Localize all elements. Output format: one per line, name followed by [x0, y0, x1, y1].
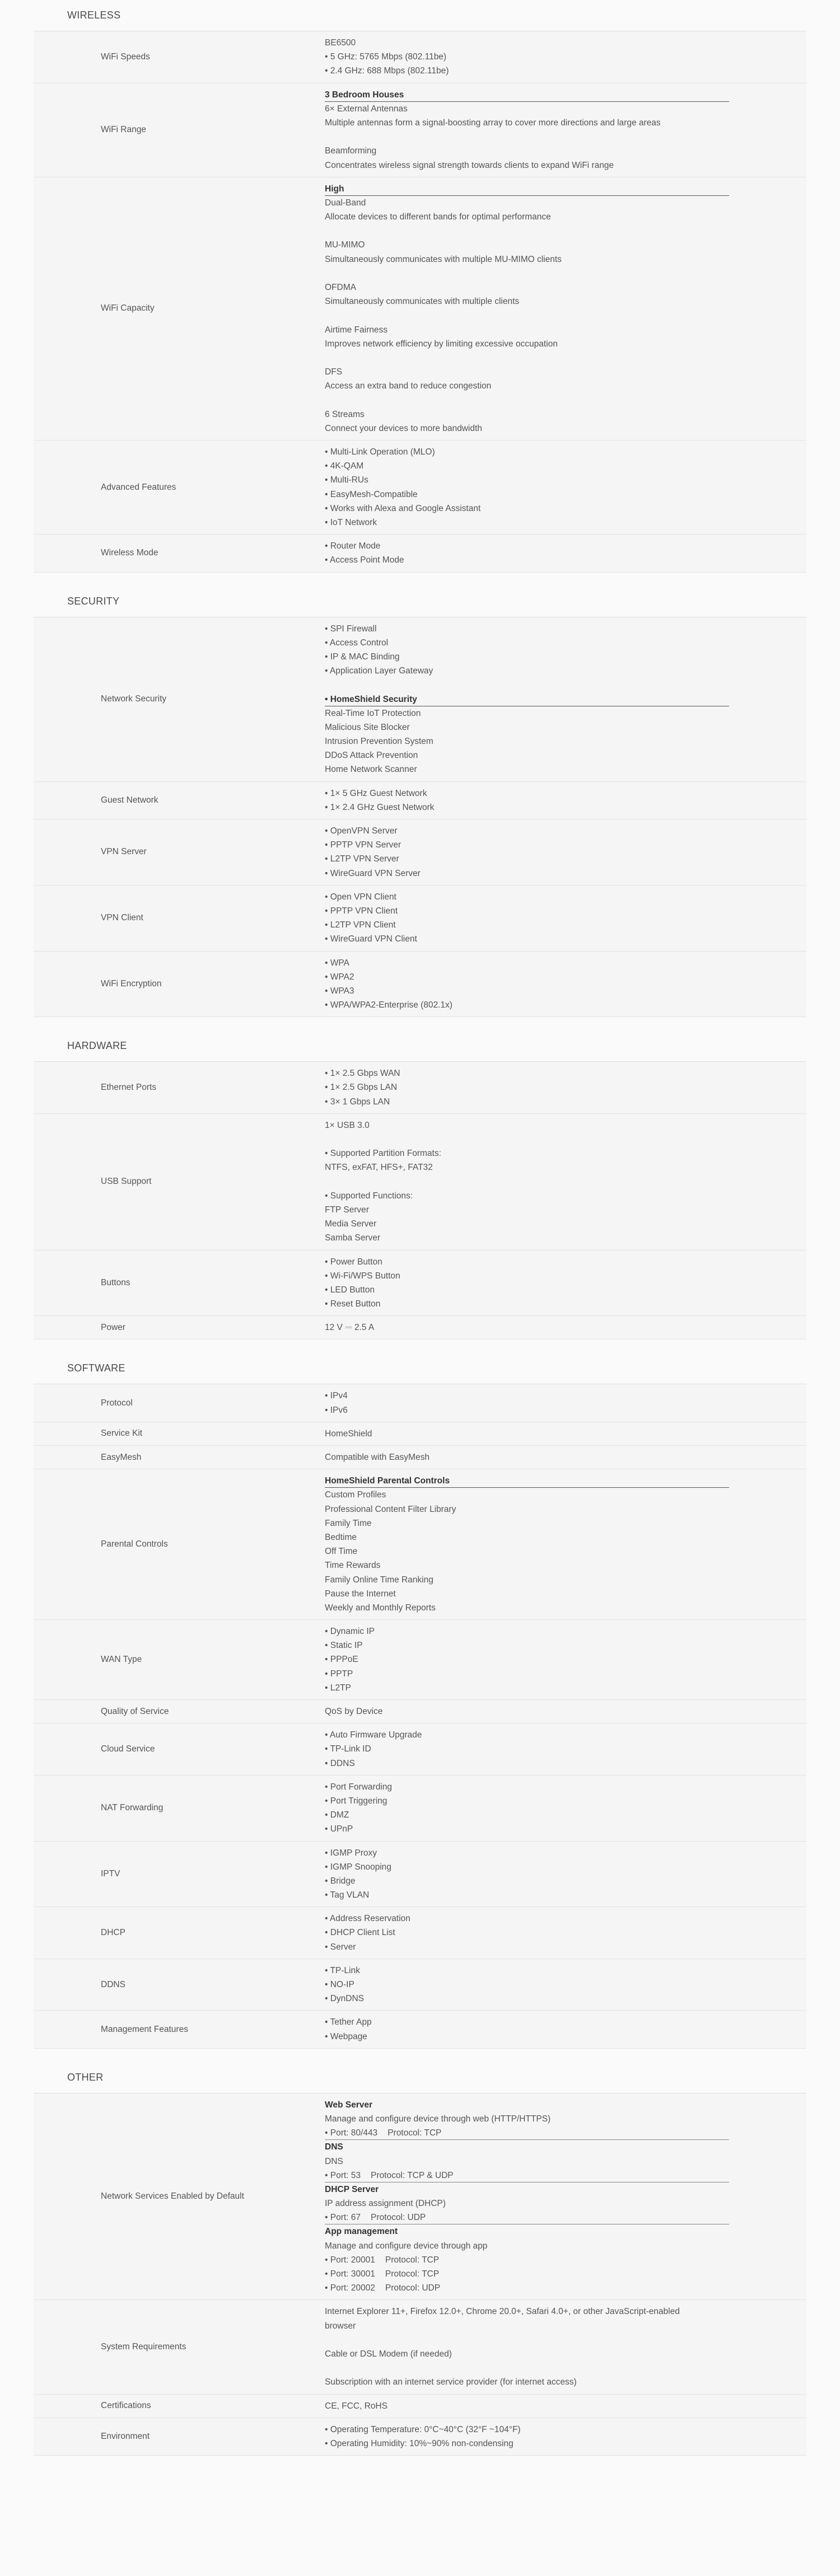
spec-line: • UPnP — [325, 1824, 353, 1834]
spec-line: • IGMP Proxy — [325, 1848, 377, 1858]
spec-label: USB Support — [101, 1177, 152, 1187]
spec-line: • Supported Partition Formats: — [325, 1149, 441, 1159]
spec-line: • 1× 2.5 Gbps LAN — [325, 1083, 398, 1093]
spec-label: IPTV — [101, 1868, 120, 1879]
spec-line: • WPA3 — [325, 986, 354, 996]
spec-row — [34, 535, 806, 572]
spec-line: Samba Server — [325, 1233, 381, 1243]
spec-line: • PPTP VPN Client — [325, 906, 398, 916]
section-title-text: SECURITY — [67, 595, 120, 607]
spec-line: Manage and configure device through app — [325, 2241, 488, 2251]
spec-line: Subscription with an internet service provider (for internet access) — [325, 2377, 577, 2387]
spec-line: Beamforming — [325, 146, 377, 156]
spec-line: • Bridge — [325, 1876, 356, 1886]
spec-line: • SPI Firewall — [325, 624, 377, 634]
spec-value — [325, 1114, 806, 1250]
spec-line: • Access Point Mode — [325, 555, 404, 565]
spacer — [325, 266, 739, 280]
spec-line: • L2TP VPN Server — [325, 854, 399, 864]
spec-line: • Reset Button — [325, 1299, 381, 1309]
spec-line: • 4K-QAM — [325, 461, 364, 471]
port-value: • Port: 67 — [325, 2213, 361, 2223]
spec-label: Network Services Enabled by Default — [101, 2191, 244, 2202]
spec-value — [325, 1907, 806, 1959]
spec-line: • Port Forwarding — [325, 1782, 392, 1792]
spec-line: • Port Triggering — [325, 1796, 388, 1806]
spec-row — [34, 2011, 806, 2048]
spec-line: 12 V ⎓ 2.5 A — [325, 1323, 375, 1333]
spec-line: Allocate devices to different bands for optimal performance — [325, 212, 551, 222]
spec-line: Real-Time IoT Protection — [325, 708, 421, 718]
spec-line: • Tag VLAN — [325, 1890, 370, 1900]
spec-line: • IGMP Snooping — [325, 1862, 391, 1872]
spec-line: • 1× 5 GHz Guest Network — [325, 788, 427, 798]
spec-row — [34, 1422, 806, 1446]
spec-label: Parental Controls — [101, 1539, 168, 1549]
spec-value — [325, 535, 806, 572]
spec-value — [325, 1446, 806, 1469]
spec-section-security — [0, 586, 840, 1018]
spec-label: Network Security — [101, 694, 167, 704]
spec-row — [34, 1776, 806, 1842]
protocol-value: Protocol: TCP & UDP — [371, 2170, 454, 2180]
spec-row — [34, 1723, 806, 1776]
spec-value — [325, 177, 806, 440]
spec-line: • 1× 2.5 Gbps WAN — [325, 1069, 400, 1079]
spec-label: DDNS — [101, 1979, 125, 1989]
section-title-text: SOFTWARE — [67, 1362, 125, 1374]
spec-line: • Access Control — [325, 638, 389, 648]
spec-line: DDoS Attack Prevention — [325, 751, 418, 761]
spec-line: 6 Streams — [325, 409, 365, 419]
spec-line: • OpenVPN Server — [325, 826, 398, 836]
spec-line: • TP-Link — [325, 1965, 360, 1975]
spec-line: Simultaneously communicates with multiple clients — [325, 297, 520, 307]
spec-value — [325, 952, 806, 1017]
spec-row — [34, 1620, 806, 1700]
port-value: • Port: 30001 — [325, 2269, 375, 2279]
spec-value — [325, 1469, 806, 1619]
spec-value — [325, 1384, 806, 1421]
spacer — [325, 1175, 739, 1189]
spec-line: • 2.4 GHz: 688 Mbps (802.11be) — [325, 66, 449, 76]
spec-line: • Power Button — [325, 1257, 382, 1267]
spec-row — [34, 83, 806, 177]
spec-section-other — [0, 2062, 840, 2456]
spec-label: Wireless Mode — [101, 548, 158, 558]
spec-line: MU-MIMO — [325, 240, 365, 250]
spec-line: Internet Explorer 11+, Firefox 12.0+, Chrome 20.0+, Safari 4.0+, or other JavaScript-enabled — [325, 2307, 680, 2317]
section-title — [34, 1353, 806, 1384]
spec-line: • DDNS — [325, 1758, 355, 1768]
service-heading: DNS — [325, 2142, 343, 2152]
spec-line: • PPTP — [325, 1669, 353, 1679]
port-line — [325, 2210, 729, 2224]
spec-subheading: HomeShield Parental Controls — [325, 1474, 729, 1488]
spec-row — [34, 886, 806, 952]
spec-line: • Server — [325, 1942, 356, 1952]
section-title — [34, 586, 806, 617]
port-value: • Port: 20002 — [325, 2283, 375, 2293]
section-title — [34, 0, 806, 31]
spec-row — [34, 819, 806, 886]
spec-line: Connect your devices to more bandwidth — [325, 423, 482, 433]
spec-row — [34, 2300, 806, 2394]
port-value: • Port: 53 — [325, 2170, 361, 2180]
spec-line: • Application Layer Gateway — [325, 666, 433, 676]
spec-label: WiFi Range — [101, 125, 146, 135]
spec-label: Cloud Service — [101, 1744, 155, 1754]
section-title-text: WIRELESS — [67, 10, 121, 21]
spec-subheading: High — [325, 182, 729, 196]
spec-row — [34, 952, 806, 1018]
section-title — [34, 1031, 806, 1062]
spec-line: QoS by Device — [325, 1707, 383, 1716]
spec-line: • EasyMesh-Compatible — [325, 489, 418, 499]
spec-line: NTFS, exFAT, HFS+, FAT32 — [325, 1163, 433, 1173]
spec-line: HomeShield — [325, 1428, 372, 1439]
spec-line: Home Network Scanner — [325, 765, 417, 775]
spec-label: Management Features — [101, 2024, 188, 2034]
spec-label: Power — [101, 1322, 125, 1332]
spec-value — [325, 886, 806, 951]
spec-value — [325, 2395, 806, 2418]
spec-line: • PPPoE — [325, 1655, 358, 1665]
spacer — [325, 2361, 739, 2375]
spec-label: Environment — [101, 2431, 150, 2441]
spec-line: • WPA2 — [325, 972, 354, 982]
spec-line: Family Time — [325, 1518, 372, 1528]
spec-row — [34, 1316, 806, 1339]
spec-line: • IP & MAC Binding — [325, 652, 400, 662]
section-title-text: HARDWARE — [67, 1040, 127, 1052]
spec-line: • Tether App — [325, 2017, 372, 2027]
spec-line: • Works with Alexa and Google Assistant — [325, 503, 481, 513]
spec-line: Cable or DSL Modem (if needed) — [325, 2349, 452, 2359]
spec-line: • PPTP VPN Server — [325, 840, 402, 850]
spec-line: • WireGuard VPN Client — [325, 934, 417, 944]
port-value: • Port: 80/443 — [325, 2128, 378, 2138]
service-heading: DHCP Server — [325, 2184, 379, 2194]
spec-value — [325, 2011, 806, 2048]
spec-row — [34, 1959, 806, 2011]
spec-line: • Operating Temperature: 0°C~40°C (32°F ~104°F) — [325, 2424, 521, 2434]
spec-row — [34, 617, 806, 782]
spec-line: • Address Reservation — [325, 1914, 410, 1924]
spec-line: Family Online Time Ranking — [325, 1575, 433, 1585]
spec-line: • Dynamic IP — [325, 1627, 375, 1637]
spec-line: Multiple antennas form a signal-boosting array to cover more directions and large areas — [325, 118, 661, 128]
spec-line: • 3× 1 Gbps LAN — [325, 1097, 390, 1107]
spec-row — [34, 2395, 806, 2418]
spec-label: Service Kit — [101, 1428, 143, 1439]
spec-line: • L2TP — [325, 1683, 351, 1693]
spec-label: Quality of Service — [101, 1706, 169, 1716]
spec-row — [34, 1469, 806, 1620]
spec-line: Improves network efficiency by limiting excessive occupation — [325, 339, 558, 349]
spec-line: • IPv4 — [325, 1391, 348, 1401]
spec-line: • Auto Firmware Upgrade — [325, 1730, 422, 1740]
spec-line: • DynDNS — [325, 1994, 365, 2004]
spec-line: • WPA — [325, 958, 349, 968]
spec-line: • Open VPN Client — [325, 892, 396, 902]
spec-row — [34, 1114, 806, 1250]
spec-line: • Webpage — [325, 2031, 367, 2041]
port-line — [325, 2267, 739, 2281]
spacer — [325, 224, 739, 238]
service-heading: Web Server — [325, 2100, 373, 2110]
spec-row — [34, 1062, 806, 1114]
port-line — [325, 2253, 739, 2267]
spec-value — [325, 2300, 806, 2394]
protocol-value: Protocol: UDP — [385, 2283, 441, 2293]
spec-line: Media Server — [325, 1219, 377, 1229]
spacer — [325, 678, 739, 692]
protocol-value: Protocol: TCP — [385, 2269, 440, 2279]
spec-line: Custom Profiles — [325, 1490, 386, 1500]
spec-line: • DHCP Client List — [325, 1928, 395, 1938]
spec-label: Buttons — [101, 1277, 130, 1287]
spec-line: • Multi-RUs — [325, 475, 368, 485]
spec-row — [34, 1446, 806, 1469]
spec-row — [34, 782, 806, 819]
spec-line: • NO-IP — [325, 1980, 354, 1989]
spec-line: • WireGuard VPN Server — [325, 868, 421, 878]
spec-label: NAT Forwarding — [101, 1803, 164, 1813]
spec-row — [34, 2093, 806, 2301]
spec-line: Pause the Internet — [325, 1589, 396, 1599]
spec-row — [34, 1250, 806, 1317]
port-line — [325, 2281, 739, 2295]
spec-subheading: 3 Bedroom Houses — [325, 88, 729, 102]
spec-value — [325, 1316, 806, 1339]
spec-row — [34, 1700, 806, 1723]
spec-line: BE6500 — [325, 38, 356, 48]
protocol-value: Protocol: UDP — [371, 2213, 426, 2223]
spec-label: DHCP — [101, 1928, 125, 1938]
spec-row — [34, 1907, 806, 1959]
spacer — [325, 2333, 739, 2347]
spec-subheading: • HomeShield Security — [325, 692, 729, 706]
spec-label: VPN Server — [101, 847, 147, 857]
spec-line: Bedtime — [325, 1532, 357, 1542]
spec-label: EasyMesh — [101, 1452, 142, 1462]
protocol-value: Protocol: TCP — [388, 2128, 442, 2138]
spec-line: Compatible with EasyMesh — [325, 1453, 430, 1462]
spacer — [325, 308, 739, 322]
spec-line: Access an extra band to reduce congestion — [325, 381, 492, 391]
spacer — [325, 351, 739, 365]
spec-line: • DMZ — [325, 1810, 349, 1820]
spec-line: • 1× 2.4 GHz Guest Network — [325, 802, 435, 812]
spec-line: Airtime Fairness — [325, 325, 388, 335]
spec-value — [325, 31, 806, 83]
spec-line: • TP-Link ID — [325, 1744, 371, 1754]
spec-value — [325, 441, 806, 534]
spec-label: VPN Client — [101, 913, 143, 923]
spec-line: • Multi-Link Operation (MLO) — [325, 447, 435, 457]
spec-line: • IPv6 — [325, 1405, 348, 1415]
section-title-text: OTHER — [67, 2071, 104, 2083]
spec-value — [325, 1620, 806, 1699]
spec-label: System Requirements — [101, 2341, 186, 2352]
spec-line: Intrusion Prevention System — [325, 737, 433, 747]
spec-value — [325, 782, 806, 819]
spec-value — [325, 1700, 806, 1723]
spec-value — [325, 2418, 806, 2455]
spec-value — [325, 83, 806, 177]
spec-row — [34, 1384, 806, 1422]
spec-value — [325, 1776, 806, 1841]
spec-line: • WPA/WPA2-Enterprise (802.1x) — [325, 1000, 452, 1010]
spec-line: • Static IP — [325, 1641, 363, 1651]
spec-value — [325, 617, 806, 781]
section-title — [34, 2062, 806, 2093]
spec-row — [34, 177, 806, 441]
spec-label: WiFi Speeds — [101, 51, 150, 62]
spec-line: • LED Button — [325, 1285, 375, 1295]
spec-value — [325, 1723, 806, 1775]
spec-section-hardware — [0, 1031, 840, 1339]
spec-label: WiFi Encryption — [101, 978, 162, 989]
port-line — [325, 2126, 729, 2140]
spec-line: Weekly and Monthly Reports — [325, 1603, 436, 1613]
spec-label: Certifications — [101, 2401, 151, 2411]
spec-line: Time Rewards — [325, 1561, 381, 1571]
spec-line: • L2TP VPN Client — [325, 920, 396, 930]
spec-line: • IoT Network — [325, 518, 377, 527]
spec-value — [325, 1062, 806, 1113]
spec-value — [325, 1959, 806, 2011]
spec-line: 6× External Antennas — [325, 104, 408, 114]
port-value: • Port: 20001 — [325, 2255, 375, 2265]
spec-value — [325, 1422, 806, 1445]
spec-line: IP address assignment (DHCP) — [325, 2199, 446, 2209]
spec-label: Guest Network — [101, 795, 158, 805]
spec-line: OFDMA — [325, 283, 356, 292]
spec-line: DFS — [325, 367, 342, 377]
spec-line: FTP Server — [325, 1205, 369, 1215]
spec-line: Simultaneously communicates with multiple MU-MIMO clients — [325, 254, 562, 264]
spec-line: Concentrates wireless signal strength towards clients to expand WiFi range — [325, 160, 614, 170]
spec-value — [325, 819, 806, 885]
spec-label: WiFi Capacity — [101, 303, 155, 313]
spec-line: DNS — [325, 2156, 343, 2166]
spec-line: Manage and configure device through web (HTTP/HTTPS) — [325, 2114, 551, 2124]
service-heading: App management — [325, 2227, 398, 2237]
spec-line: • Supported Functions: — [325, 1191, 413, 1201]
spec-value — [325, 1842, 806, 1907]
spec-row — [34, 1842, 806, 1908]
spec-line: 1× USB 3.0 — [325, 1120, 370, 1130]
spec-row — [34, 441, 806, 535]
spec-line: • 5 GHz: 5765 Mbps (802.11be) — [325, 52, 447, 62]
spec-line: • Router Mode — [325, 541, 381, 551]
spec-label: Protocol — [101, 1398, 133, 1408]
spec-section-wireless — [0, 0, 840, 573]
spec-line: browser — [325, 2321, 356, 2331]
spec-label: WAN Type — [101, 1655, 142, 1665]
spec-line: • Operating Humidity: 10%~90% non-condensing — [325, 2438, 514, 2448]
spec-section-software — [0, 1353, 840, 2048]
spec-line: Professional Content Filter Library — [325, 1504, 456, 1514]
port-line — [325, 2168, 729, 2182]
spec-value — [325, 2093, 806, 2300]
protocol-value: Protocol: TCP — [385, 2255, 440, 2265]
spec-label: Ethernet Ports — [101, 1083, 157, 1093]
spacer — [325, 394, 739, 408]
spec-label: Advanced Features — [101, 482, 176, 492]
spec-line: Malicious Site Blocker — [325, 722, 410, 732]
spec-line: Dual-Band — [325, 198, 366, 208]
spec-line: • Wi-Fi/WPS Button — [325, 1271, 400, 1281]
spec-row — [34, 2418, 806, 2456]
spec-value — [325, 1250, 806, 1316]
spacer — [325, 130, 739, 144]
spec-line: CE, FCC, RoHS — [325, 2401, 388, 2411]
spec-row — [34, 31, 806, 83]
spec-line: Off Time — [325, 1547, 358, 1557]
spacer — [325, 1132, 739, 1146]
